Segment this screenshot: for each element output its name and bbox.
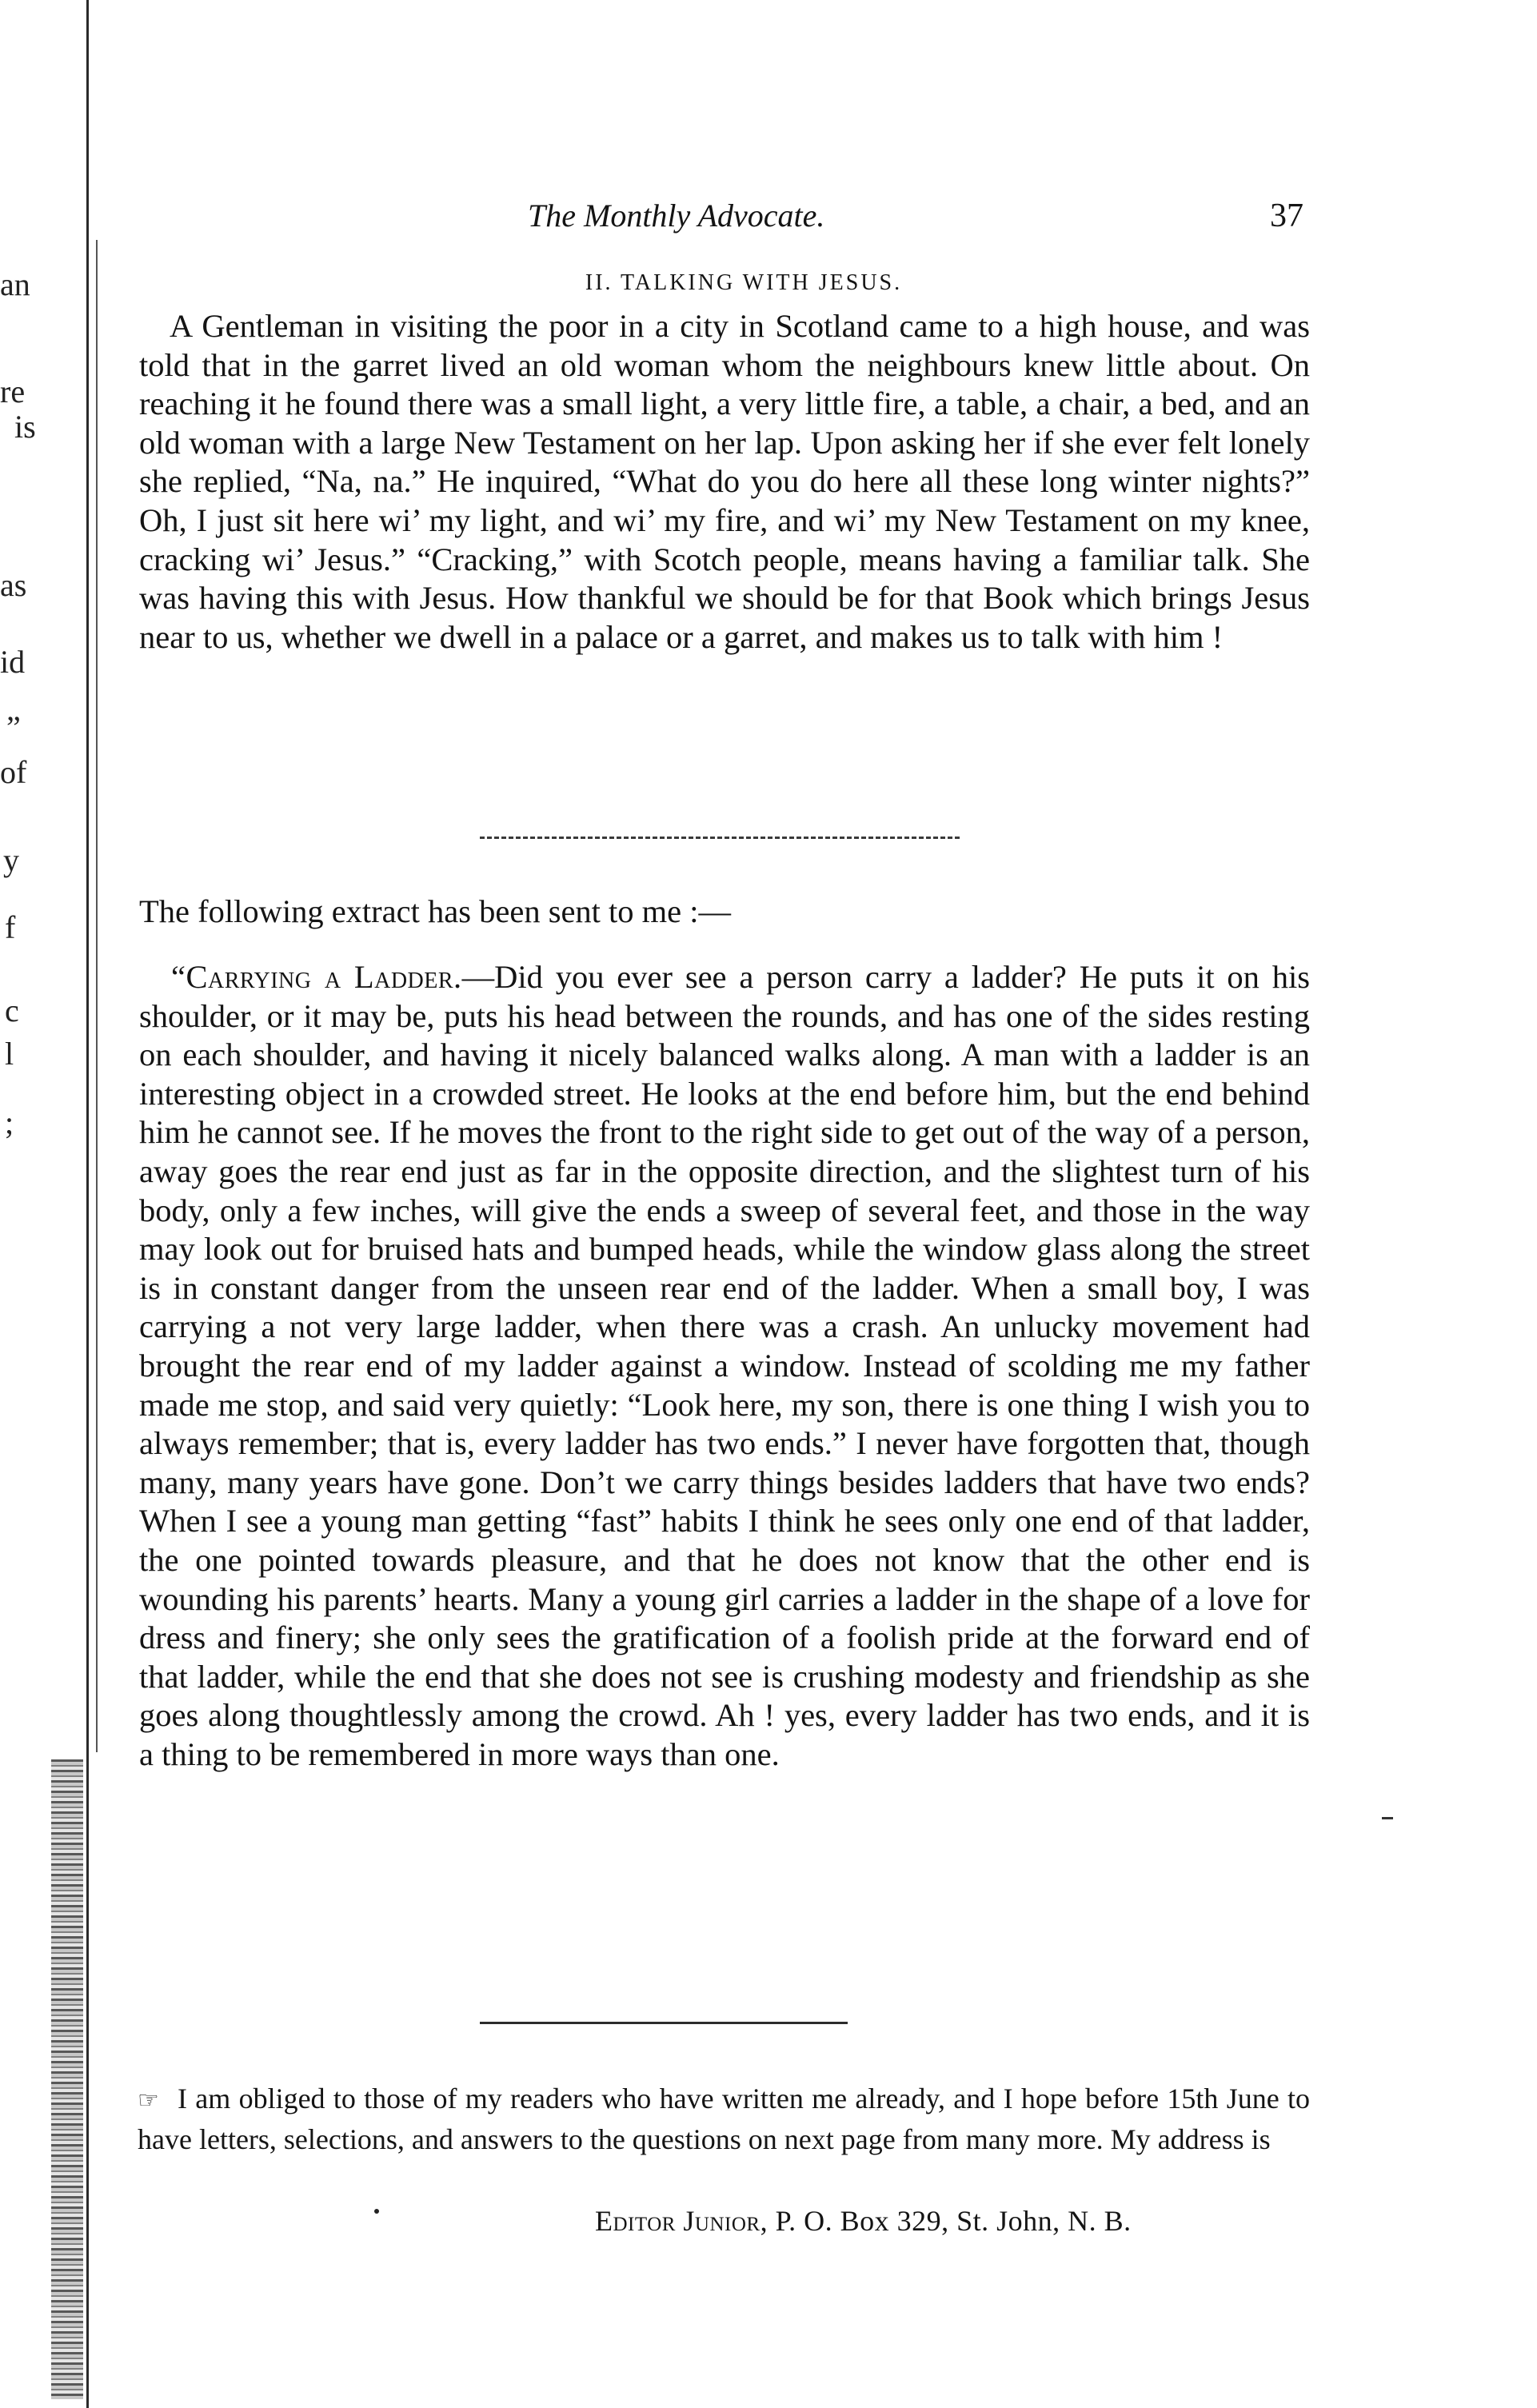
page-number: 37: [1270, 198, 1303, 234]
pointing-hand-icon: ☞: [138, 2087, 159, 2114]
margin-fragment: c: [5, 992, 19, 1028]
margin-fragment: l: [5, 1036, 14, 1072]
talking-with-jesus-paragraph: A Gentleman in visiting the poor in a city in Scotland came to a high house, and was told that in the garret lived an old woman whom the neighbours knew little about. On reaching it he found there was a small light, a very little fire, a table, a chair, a bed, and an old woman with a large New Testament on her lap. Upon asking her if she ever felt lonely she replied, “Na, na.” He inquired, “What do you do here all these long winter nights?” Oh, I just sit here wi’ my light, and wi’ my fire, and wi’ my New Testament on my knee, cracking wi’ Jesus.” “Cracking,” with Scotch people, means having a familiar talk. She was having this with Jesus. How thankful we should be for that Book which brings Jesus near to us, whether we dwell in a palace or a garret, and makes us to talk with him !: [139, 308, 1310, 655]
binding-stitching: [51, 1759, 83, 2399]
extract-intro: The following extract has been sent to me :—: [139, 893, 732, 929]
ladder-extract-paragraph: [139, 958, 1310, 1774]
margin-fragment: as: [0, 567, 27, 603]
section-divider-dashed: [480, 837, 960, 839]
margin-fragment: f: [5, 909, 16, 945]
margin-fragment: y: [3, 842, 19, 878]
margin-fragment: re: [0, 373, 26, 409]
margin-fragment: ;: [5, 1104, 14, 1140]
journal-title: The Monthly Advocate.: [528, 198, 825, 234]
binding-edge-line: [86, 0, 89, 2408]
margin-fragment: ”: [6, 709, 21, 745]
stray-dot: [374, 2209, 379, 2214]
editor-note: [138, 2079, 1310, 2158]
extract-lead-title: “Carrying a Ladder.: [171, 959, 462, 995]
extract-body: —Did you ever see a person carry a ladder? He puts it on his shoulder, or it may be, puts his head between the rounds, and has one of the sides resting on each shoulder, and having it nicely balanced walks along. A man with a ladder is an interesting object in a crowded street. He looks at the end before him, but the end behind him he cannot see. If he moves the front to the right side to get out of the way of a person, away goes the rear end just as far in the opposite direction, and the slightest turn of his body, only a few inches, will give the ends a sweep of several feet, and those in the way may look out for bruised hats and bumped heads, while the window glass along the street is in constant danger from the unseen rear end of the ladder. When a small boy, I was carrying a not very large ladder, when there was a crash. An unlucky movement had brought the rear end of my ladder against a window. Instead of scolding me my father made me stop, and said very quietly: “Look here, my son, there is one thing I wish you to always remember; that is, every ladder has two ends.” I never have forgotten that, though many, many years have gone. Don’t we carry things besides ladders that have two ends? When I see a young man getting “fast” habits I think he sees only one end of that ladder, the one pointed towards pleasure, and that he does not know that the other end is wounding his parents’ hearts. Many a young girl carries a ladder in the shape of a love for dress and finery; she only sees the gratification of a foolish pride at the forward end of that ladder, while the end that she does not see is crushing modesty and friendship as she goes along thoughtlessly among the crowd. Ah ! yes, every ladder has two ends, and it is a thing to be remembered in more ways than one.: [139, 959, 1310, 1772]
signature-editor: Editor Junior,: [595, 2205, 768, 2237]
signature-address: P. O. Box 329, St. John, N. B.: [775, 2205, 1132, 2237]
margin-fragment: of: [0, 754, 27, 790]
section-divider-solid: [480, 2022, 848, 2024]
margin-fragment: is: [14, 409, 36, 445]
stray-mark: [1382, 1817, 1393, 1819]
margin-fragment: id: [0, 644, 26, 680]
editor-signature: [595, 2204, 1132, 2238]
binding-inner-line: [96, 240, 98, 1752]
margin-fragment: an: [0, 266, 30, 302]
editor-note-text: I am obliged to those of my readers who have written me already, and I hope before 15th June to have letters, selections, and answers to the questions on next page from many more. My address is: [138, 2083, 1310, 2155]
section-heading: II. TALKING WITH JESUS.: [585, 270, 903, 295]
running-head: [184, 197, 1303, 245]
